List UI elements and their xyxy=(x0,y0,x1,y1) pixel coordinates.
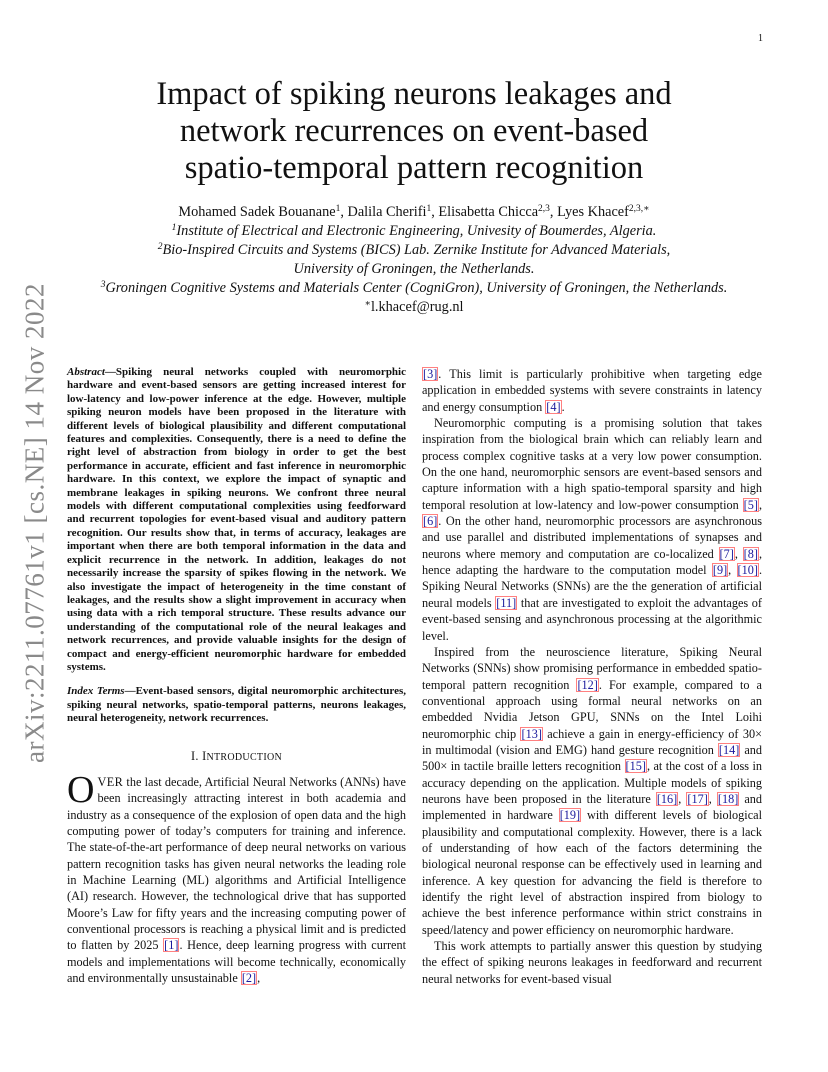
paragraph-text: and implemented in hardware xyxy=(422,791,763,823)
citation-link[interactable]: [10] xyxy=(737,563,758,578)
drop-cap: O xyxy=(67,768,95,811)
paragraph-text: that are investigated to exploit the advantages of event-based sensing and asynchronous processing at the algorithmic level. xyxy=(422,595,763,643)
affiliation-1 xyxy=(60,222,768,241)
title-line: Impact of spiking neurons leakages and xyxy=(156,76,672,112)
abstract-text: —Spiking neural networks coupled with neuromorphic hardware and event-based sensors are getting increased interest for low-latency and low-power inference at the edge. However, multiple spiking neuron models have been proposed in the literature with different levels of biological plausibility and different computational features and complexities. Consequently, there is a need to define the right level of abstraction from biology in order to get the best performance in accurate, efficient and fast inference in neuromorphic hardware. In this context, we explore the impact of synaptic and membrane leakages in spiking neurons. We confront three neural models with different computational complexities using feedforward and recurrent topologies for event-based visual and auditory pattern recognition. Our results show that, in terms of accuracy, leakages are important when there are both temporal information in the data and explicit recurrence in the network. In addition, leakages do not necessarily increase the sparsity of spikes flowing in the network. We also investigate the impact of heterogeneity in the time constant of leakages, and the results show a slight improvement in accuracy when using data with a rich temporal structure. These results advance our understanding of the computational role of the neural leakages and network recurrences, and provide valuable insights for the design of compact and energy-efficient neuromorphic hardware for embedded systems. xyxy=(67,366,406,673)
section-numeral: I. xyxy=(190,748,203,763)
author-name: , Dalila Cherifi xyxy=(340,204,427,220)
paragraph-text: , xyxy=(758,497,762,512)
author-name: , Elisabetta Chicca xyxy=(431,204,539,220)
paragraph-text: , xyxy=(728,563,737,578)
paragraph-inspired xyxy=(422,644,762,938)
affiliation-2 xyxy=(60,241,768,260)
affiliation-marker: 1 xyxy=(426,204,432,214)
paragraph-text: . For example, compared to a conventional approach using formal neural networks on an embedded Nvidia Jetson GPU, SNNs on the Intel Loihi neuromorphic chip xyxy=(422,677,762,741)
paragraph-text: , xyxy=(257,971,261,986)
citation-link[interactable]: [5] xyxy=(743,497,758,512)
affiliation-marker: 3 xyxy=(100,280,106,290)
section-title-rest: NTRODUCTION xyxy=(206,751,283,763)
affiliation-marker: 2,3,∗ xyxy=(628,204,650,214)
index-terms-text: —Event-based sensors, digital neuromorphic architectures, spiking neural networks, spatio-temporal patterns, neurons leakages, neural heterogeneity, network recurrences. xyxy=(67,685,406,725)
title-line: spatio-temporal pattern recognition xyxy=(184,150,644,186)
citation-link[interactable]: [12] xyxy=(577,677,598,692)
affiliation-marker: 2,3 xyxy=(538,204,550,214)
citation-link[interactable]: [19] xyxy=(559,808,581,823)
paragraph-text: , xyxy=(734,546,743,561)
paper-title xyxy=(100,76,728,187)
continued-paragraph xyxy=(422,366,762,415)
paragraph-text: . Spiking Neural Networks (SNNs) are the the generation of artificial neural models xyxy=(422,563,762,610)
citation-link[interactable]: [13] xyxy=(521,726,542,741)
paragraph-text: the last decade, Artificial Neural Networks (ANNs) have been increasingly attracting interest in both academia and industry as a consequence of the explosion of open data and the high computing power of today’s computers for training and inference. The state-of-the-art performance of deep neural networks on various pattern recognition tasks has given neural networks the leading role in Machine Learning (ML) algorithms and Artificial Intelligence (AI) research. However, the technological drive that has supported Moore’s Law for fifty years and the increasing computing power of conventional processors is reaching a physical limit and is predicted to flatten by 2025 xyxy=(67,774,406,953)
paragraph-text: . Hence, deep learning progress with current models and implementations will become technically, economically and environmentally unsustainable xyxy=(67,938,406,986)
index-terms-label: Index Terms xyxy=(67,685,125,698)
title-line: network recurrences on event-based xyxy=(179,113,649,149)
intro-paragraph xyxy=(67,768,406,986)
affiliation-marker: 2 xyxy=(157,242,163,252)
paragraph-text: , hence adapting the hardware to the computation model xyxy=(422,546,763,578)
citation-link[interactable]: [16] xyxy=(656,791,678,806)
citation-link[interactable]: [15] xyxy=(625,759,646,774)
author-list xyxy=(60,203,768,222)
citation-link[interactable]: [9] xyxy=(712,563,728,578)
paragraph-text: . On the other hand, neuromorphic processors are asynchronous and use parallel and distributed implementations of synapses and neurons where memory and computation are co-localized xyxy=(422,514,762,561)
paragraph-text: Neuromorphic computing is a promising solution that takes inspiration from the biological brain which can reliably learn and process complex cognitive tasks at a very low power consumption. On the one hand, neuromorphic sensors are event-based sensors and capture information with a high spatio-temporal sparsity and high temporal resolution at low-latency and low-power consumption xyxy=(422,416,762,512)
affiliation-marker: 1 xyxy=(335,204,341,214)
contact-email xyxy=(60,298,768,317)
paragraph-text: with different levels of biological plausibility and computational complexity. However, there is a lack of understanding of how each of the factors determining the biological neuronal response can be effectively used in learning and inference. A key question for advancing the field is therefore to identify the right level of abstraction inspired from biology to achieve the best inference performance within strict constrains in speed/latency and power efficiency on neuromorphic hardware. xyxy=(422,808,762,937)
paragraph-text: , xyxy=(678,791,687,806)
abstract-label: Abstract xyxy=(67,366,105,378)
citation-link[interactable]: [3] xyxy=(423,367,438,381)
author-name: , Lyes Khacef xyxy=(549,204,629,220)
paragraph-text: This work attempts to partially answer this question by studying the effect of spiking neurons leakages in feedforward and recurrent neural networks for event-based visual xyxy=(422,939,762,986)
affiliation-text: Bio-Inspired Circuits and Systems (BICS) Lab. Zernike Institute for Advanced Materials, xyxy=(162,242,671,258)
citation-link[interactable]: [14] xyxy=(718,742,740,757)
paragraph-text: Inspired from the neuroscience literature, Spiking Neural Networks (SNNs) show promising performance in embedded spatio-temporal pattern recognition xyxy=(422,644,762,692)
citation-link[interactable]: [8] xyxy=(743,546,758,561)
page-number: 1 xyxy=(758,33,763,44)
citation-link[interactable]: [2] xyxy=(241,971,257,986)
paragraph-text: achieve a gain in energy-efficiency of 30× in multimodal (vision and EMG) hand gesture recognition xyxy=(422,726,762,757)
email-address[interactable]: l.khacef@rug.nl xyxy=(370,299,464,315)
citation-link[interactable]: [1] xyxy=(164,938,179,953)
paragraph-neuromorphic xyxy=(422,415,762,644)
paragraph-text: and 500× in tactile braille letters recognition xyxy=(422,742,763,774)
citation-link[interactable]: [11] xyxy=(496,595,517,610)
citation-link[interactable]: [4] xyxy=(546,399,561,414)
paragraph-text: , xyxy=(708,791,717,806)
paragraph-this-work xyxy=(422,938,762,987)
affiliation-text: Institute of Electrical and Electronic Engineering, Univesity of Boumerdes, Algeria. xyxy=(176,223,657,239)
index-terms xyxy=(67,685,406,725)
paragraph-text: . This limit is particularly prohibitive when targeting edge application in embedded systems with severe constraints in latency and energy consumption xyxy=(422,367,762,414)
corresponding-marker: ∗ xyxy=(364,299,371,309)
small-caps-lead: VER xyxy=(97,774,124,789)
citation-link[interactable]: [17] xyxy=(687,791,708,806)
right-column xyxy=(422,366,762,987)
citation-link[interactable]: [18] xyxy=(717,791,739,806)
paragraph-text: . xyxy=(561,399,565,414)
section-heading xyxy=(67,748,406,766)
author-name: Mohamed Sadek Bouanane xyxy=(178,204,336,220)
affiliation-marker: 1 xyxy=(171,223,177,233)
abstract xyxy=(67,366,406,674)
arxiv-identifier[interactable]: arXiv:2211.07761v1 [cs.NE] 14 Nov 2022 xyxy=(19,283,50,763)
left-column xyxy=(67,366,406,986)
affiliation-3 xyxy=(60,279,768,298)
affiliation-2-cont: University of Groningen, the Netherlands. xyxy=(293,261,535,277)
citation-link[interactable]: [7] xyxy=(719,546,734,561)
affiliation-text: Groningen Cognitive Systems and Materials Center (CogniGron), University of Groningen, the Netherlands. xyxy=(105,280,728,296)
author-block xyxy=(60,203,768,317)
section-initial: I xyxy=(202,748,207,763)
paragraph-text: , at the cost of a loss in accuracy depending on the application. Multiple models of spiking neurons have been proposed in the literature xyxy=(422,759,762,806)
citation-link[interactable]: [6] xyxy=(423,514,438,529)
